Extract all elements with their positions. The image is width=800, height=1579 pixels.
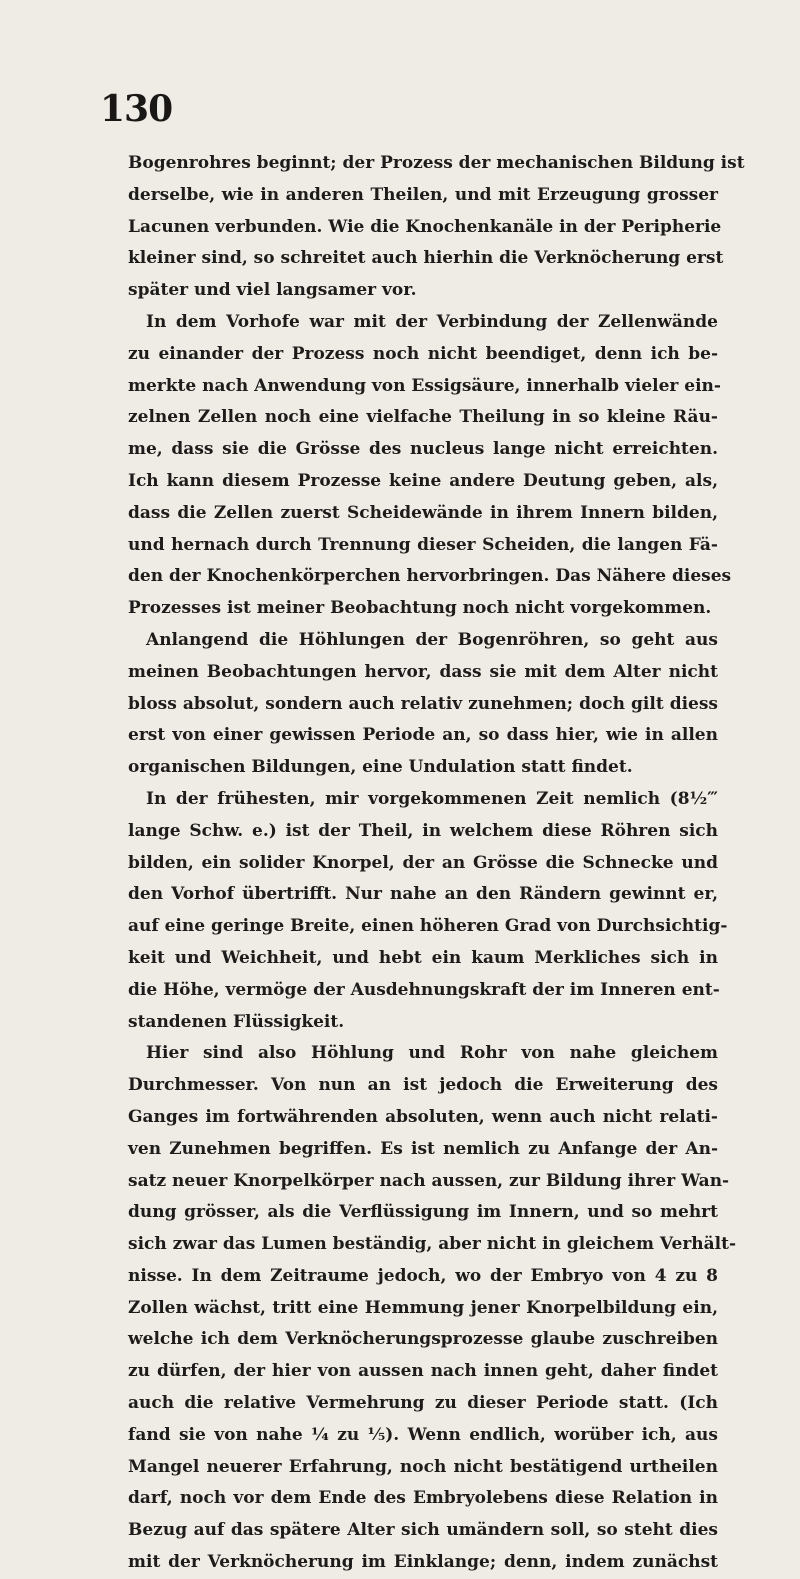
- text-line: Durchmesser. Von nun an ist jedoch die Erweiterung des: [128, 1075, 718, 1096]
- paragraph: [128, 307, 732, 625]
- text-line: welche ich dem Verknöcherungsprozesse glaube zuschreiben: [128, 1329, 718, 1350]
- text-line: satz neuer Knorpelkörper nach aussen, zur Bildung ihrer Wan-: [128, 1170, 730, 1191]
- text-line: Bezug auf das spätere Alter sich umändern soll, so steht dies: [128, 1520, 718, 1541]
- text-line: die Höhe, vermöge der Ausdehnungskraft der im Inneren ent-: [128, 979, 720, 1000]
- text-line: mit der Verknöcherung im Einklange; denn, indem zunächst: [128, 1552, 718, 1573]
- paragraph: [128, 1038, 737, 1579]
- text-line: Hier sind also Höhlung und Rohr von nahe gleichem: [146, 1043, 718, 1064]
- text-line: Prozesses ist meiner Beobachtung noch nicht vorgekommen.: [128, 598, 712, 619]
- text-line: merkte nach Anwendung von Essigsäure, innerhalb vieler ein-: [128, 375, 721, 396]
- text-line: den der Knochenkörperchen hervorbringen. Das Nähere dieses: [128, 566, 732, 587]
- text-line: lange Schw. e.) ist der Theil, in welchem diese Röhren sich: [128, 820, 718, 841]
- text-line: In dem Vorhofe war mit der Verbindung der Zellenwände: [146, 311, 718, 332]
- paragraph: [128, 784, 728, 1038]
- text-line: nisse. In dem Zeitraume jedoch, wo der Embryo von 4 zu 8: [128, 1265, 718, 1286]
- text-line: ven Zunehmen begriffen. Es ist nemlich zu Anfange der An-: [128, 1138, 718, 1159]
- text-line: erst von einer gewissen Periode an, so dass hier, wie in allen: [128, 725, 718, 746]
- text-line: und hernach durch Trennung dieser Scheiden, die langen Fä-: [128, 534, 718, 555]
- paragraph: [128, 148, 745, 307]
- text-line: zelnen Zellen noch eine vielfache Theilung in so kleine Räu-: [128, 407, 718, 428]
- text-line: dung grösser, als die Verflüssigung im Innern, und so mehrt: [128, 1202, 718, 1223]
- text-line: zu dürfen, der hier von aussen nach innen geht, daher findet: [128, 1361, 718, 1382]
- text-line: Anlangend die Höhlungen der Bogenröhren, so geht aus: [146, 629, 718, 650]
- text-line: später und viel langsamer vor.: [128, 280, 417, 301]
- text-line: fand sie von nahe ¼ zu ⅕). Wenn endlich, worüber ich, aus: [128, 1424, 718, 1445]
- text-line: auch die relative Vermehrung zu dieser Periode statt. (Ich: [128, 1393, 718, 1414]
- text-line: me, dass sie die Grösse des nucleus lange nicht erreichten.: [128, 439, 718, 460]
- text-line: sich zwar das Lumen beständig, aber nicht in gleichem Verhält-: [128, 1234, 737, 1255]
- text-line: In der frühesten, mir vorgekommenen Zeit nemlich (8½‴: [146, 788, 718, 809]
- text-line: bilden, ein solider Knorpel, der an Grösse die Schnecke und: [128, 852, 718, 873]
- text-line: bloss absolut, sondern auch relativ zunehmen; doch gilt diess: [128, 693, 718, 714]
- text-line: darf, noch vor dem Ende des Embryolebens diese Relation in: [128, 1488, 718, 1509]
- text-line: derselbe, wie in anderen Theilen, und mit Erzeugung grosser: [128, 184, 718, 205]
- text-line: dass die Zellen zuerst Scheidewände in ihrem Innern bilden,: [128, 502, 718, 523]
- text-line: Zollen wächst, tritt eine Hemmung jener Knorpelbildung ein,: [128, 1297, 718, 1318]
- text-line: meinen Beobachtungen hervor, dass sie mit dem Alter nicht: [128, 661, 718, 682]
- text-line: Lacunen verbunden. Wie die Knochenkanäle in der Peripherie: [128, 216, 722, 237]
- text-line: Bogenrohres beginnt; der Prozess der mechanischen Bildung ist: [128, 153, 745, 173]
- text-line: zu einander der Prozess noch nicht beendiget, denn ich be-: [128, 343, 718, 364]
- page-number: 130: [100, 88, 173, 130]
- text-line: kleiner sind, so schreitet auch hierhin die Verknöcherung erst: [128, 248, 724, 269]
- body-text: [128, 148, 745, 1579]
- text-line: organischen Bildungen, eine Undulation statt findet.: [128, 757, 633, 778]
- text-line: auf eine geringe Breite, einen höheren Grad von Durchsichtig-: [128, 916, 728, 937]
- text-line: Ganges im fortwährenden absoluten, wenn auch nicht relati-: [128, 1106, 718, 1127]
- text-line: keit und Weichheit, und hebt ein kaum Merkliches sich in: [128, 947, 718, 968]
- paragraph: [128, 625, 718, 784]
- text-line: standenen Flüssigkeit.: [128, 1011, 345, 1032]
- text-line: den Vorhof übertrifft. Nur nahe an den Rändern gewinnt er,: [128, 884, 718, 905]
- text-line: Ich kann diesem Prozesse keine andere Deutung geben, als,: [128, 470, 718, 491]
- text-line: Mangel neuerer Erfahrung, noch nicht bestätigend urtheilen: [128, 1456, 718, 1477]
